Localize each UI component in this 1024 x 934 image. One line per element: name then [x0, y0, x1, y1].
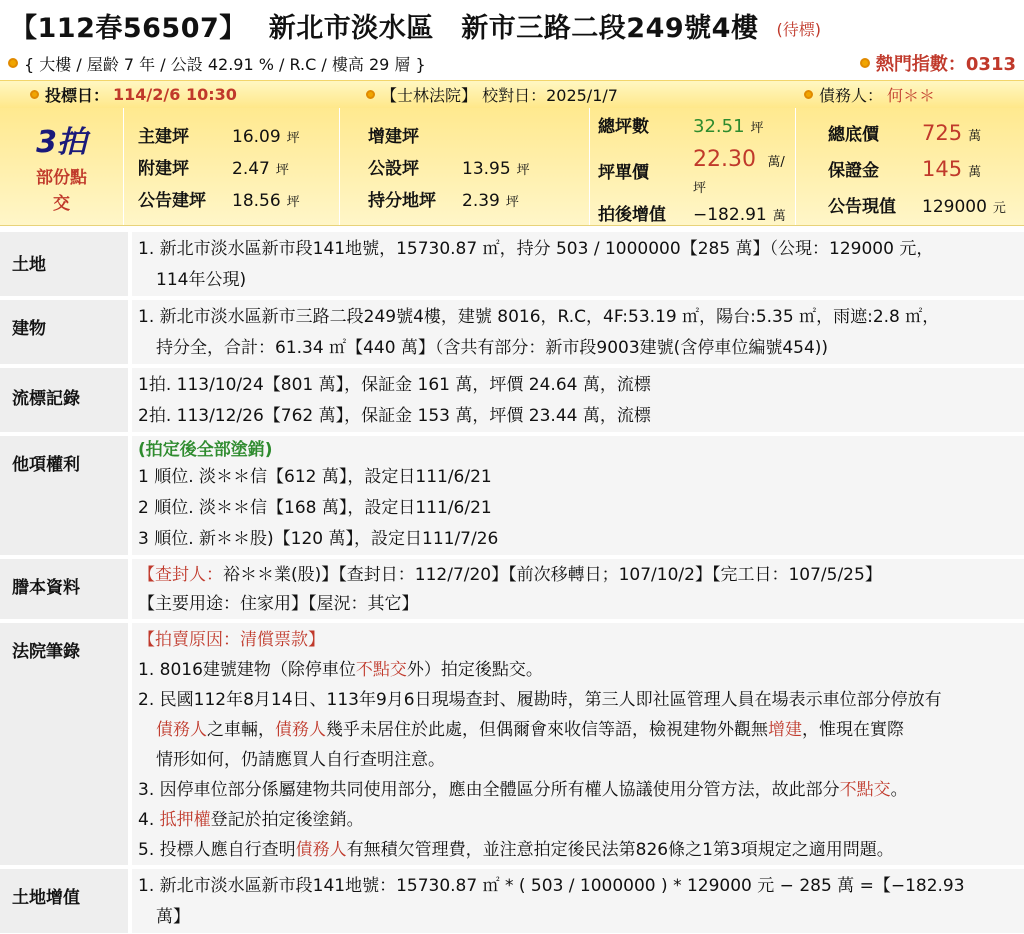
bullet-icon [860, 58, 870, 68]
bullet-icon [366, 90, 375, 99]
court-notes-label: 法院筆錄 [0, 623, 128, 865]
court-note-3: 3. 因停車位部分係屬建物共同使用部分，應由全體區分所有權人協議使用分管方法，故此部分不點交。 [138, 780, 908, 800]
main-area-value: 16.09 [232, 127, 281, 147]
announced-value-label: 公告現值 [828, 197, 896, 217]
rights-item-2: 2 順位. 淡＊＊信【168 萬】，設定日111/6/21 [138, 498, 492, 518]
building-label: 建物 [0, 300, 128, 364]
land-line-1: 1. 新北市淡水區新市段141地號，15730.87 ㎡，持分 503 / 1000000【285 萬】（公現：129000 元， [138, 239, 934, 259]
post-increase-unit: 萬 [772, 209, 786, 224]
land-share-value: 2.39 [462, 191, 500, 211]
court-info [360, 83, 800, 106]
property-info: { 大樓 / 屋齡 7 年 / 公設 42.91 % / R.C / 樓高 29 層 } [24, 54, 426, 74]
failed-bid-2: 2拍. 113/12/26【762 萬】，保証金 153 萬，坪價 23.44 萬，流標 [138, 406, 651, 426]
auction-reason: 【拍賣原因：清償票款】 [138, 630, 325, 650]
rights-note: (拍定後全部塗銷) [138, 440, 273, 460]
deposit-value: 145 [922, 157, 963, 181]
public-area-value: 13.95 [462, 159, 511, 179]
hot-index-text: 熱門指數：0313 [875, 54, 1016, 75]
court-note-5: 5. 投標人應自行查明債務人有無積欠管理費，並注意拍定後民法第826條之1第3項規定之適用問題。 [138, 840, 894, 860]
announced-value-unit: 元 [992, 201, 1006, 216]
rights-item-3: 3 順位. 新＊＊股)【120 萬】，設定日111/7/26 [138, 529, 499, 549]
announced-area-label: 公告建坪 [138, 191, 206, 211]
building-row [0, 300, 1024, 364]
announced-value-value: 129000 [922, 197, 987, 217]
failed-bids-label: 流標記錄 [0, 368, 128, 432]
public-area-label: 公設坪 [368, 159, 419, 179]
seizer-label: 【查封人： [138, 565, 223, 585]
total-price-label: 總底價 [828, 125, 879, 145]
debtor-value: 何＊＊ [887, 86, 936, 105]
land-increase-label: 土地增值 [0, 869, 128, 933]
attached-area-unit: 坪 [275, 163, 289, 178]
transcript-line-2: 【主要用途：住家用】【屋況：其它】 [138, 594, 419, 614]
extra-area-label: 增建坪 [368, 127, 419, 147]
round-number: 3拍 [36, 124, 87, 160]
court-note-2-end: 情形如何，仍請應買人自行查明注意。 [156, 750, 445, 770]
total-price-value: 725 [922, 121, 963, 145]
land-row [0, 232, 1024, 296]
building-line-2: 持分全，合計：61.34 ㎡【440 萬】（含共有部分：新市段9003建號(含停車位編號454)) [156, 338, 829, 358]
court-note-4: 4. 抵押權登記於拍定後塗銷。 [138, 810, 364, 830]
court-note-1: 1. 8016建號建物（除停車位不點交外）拍定後點交。 [138, 660, 543, 680]
court-note-2-cont: 債務人之車輛，債務人幾乎未居住於此處，但偶爾會來收信等語，檢視建物外觀無增建，惟現在實際 [156, 720, 904, 740]
price-column [796, 108, 1024, 225]
announced-area-value: 18.56 [232, 191, 281, 211]
total-area-unit: 坪 [750, 121, 764, 136]
failed-bid-1: 1拍. 113/10/24【801 萬】，保証金 161 萬，坪價 24.64 萬，流標 [138, 375, 651, 395]
bid-info-bar [0, 80, 1024, 108]
rights-row [0, 436, 1024, 555]
building-area-column [124, 108, 340, 225]
bid-date-label: 投標日： [45, 86, 110, 105]
land-increase-row [0, 869, 1024, 933]
unit-price-unit: 萬/坪 [693, 155, 785, 196]
bid-date [0, 83, 360, 106]
land-increase-line-2: 萬】 [156, 907, 190, 927]
announced-area-unit: 坪 [286, 195, 300, 210]
auction-round [0, 108, 124, 225]
property-info-row [0, 50, 1024, 76]
main-area-unit: 坪 [286, 131, 300, 146]
attached-area-label: 附建坪 [138, 159, 189, 179]
failed-bids-row [0, 368, 1024, 432]
rights-item-1: 1 順位. 淡＊＊信【612 萬】，設定日111/6/21 [138, 467, 492, 487]
transcript-line-1 [138, 561, 1014, 590]
total-area-label: 總坪數 [598, 117, 649, 137]
unit-price-value: 22.30 [693, 147, 756, 172]
extra-area-column [340, 108, 590, 225]
transcript-label: 謄本資料 [0, 559, 128, 619]
handover-status: 部份點交 [36, 167, 87, 214]
title-row [0, 0, 1024, 50]
summary-panel [0, 108, 1024, 226]
status-badge: (待標) [776, 19, 821, 39]
court-note-2: 2. 民國112年8月14日、113年9月6日現場查封、履勘時，第三人即社區管理人員在場表示車位部分停放有 [138, 690, 942, 710]
post-increase-value: −182.91 [693, 205, 767, 225]
details-table [0, 228, 1024, 934]
bid-date-value: 114/2/6 10:30 [113, 85, 237, 104]
rights-label: 他項權利 [0, 436, 128, 555]
bullet-icon [8, 58, 18, 68]
case-number: 【112春56507】 [10, 12, 247, 44]
attached-area-value: 2.47 [232, 159, 270, 179]
deposit-unit: 萬 [968, 165, 982, 180]
unit-price-label: 坪單價 [598, 163, 649, 183]
main-area-label: 主建坪 [138, 127, 189, 147]
property-address: 新北市淡水區 新市三路二段249號4樓 [268, 12, 759, 44]
land-share-label: 持分地坪 [368, 191, 436, 211]
bullet-icon [30, 90, 39, 99]
post-increase-label: 拍後增值 [598, 205, 666, 225]
land-line-2: 114年公現) [156, 270, 247, 290]
price-per-area-column [590, 108, 796, 225]
building-line-1: 1. 新北市淡水區新市三路二段249號4樓，建號 8016，R.C，4F:53.19 ㎡，陽台:5.35 ㎡，雨遮:2.8 ㎡， [138, 307, 940, 327]
land-increase-line-1: 1. 新北市淡水區新市段141地號：15730.87 ㎡ * ( 503 / 1000000 ) * 129000 元 − 285 萬 =【−182.93 [138, 876, 965, 896]
deposit-label: 保證金 [828, 161, 879, 181]
total-price-unit: 萬 [968, 129, 982, 144]
transcript-line-1-rest: 裕＊＊業(股)】【查封日：112/7/20】【前次移轉日；107/10/2】【完工日：107/5/25】 [223, 565, 882, 585]
bullet-icon [804, 90, 813, 99]
debtor [800, 83, 1024, 106]
court-notes-row [0, 623, 1024, 865]
debtor-label: 債務人： [819, 86, 884, 105]
hot-index [860, 50, 1016, 76]
court-info-text: 【士林法院】 校對日：2025/1/7 [381, 86, 618, 105]
page-title [10, 6, 758, 45]
public-area-unit: 坪 [516, 163, 530, 178]
land-share-unit: 坪 [505, 195, 519, 210]
land-label: 土地 [0, 232, 128, 296]
transcript-row [0, 559, 1024, 619]
total-area-value: 32.51 [693, 116, 745, 137]
